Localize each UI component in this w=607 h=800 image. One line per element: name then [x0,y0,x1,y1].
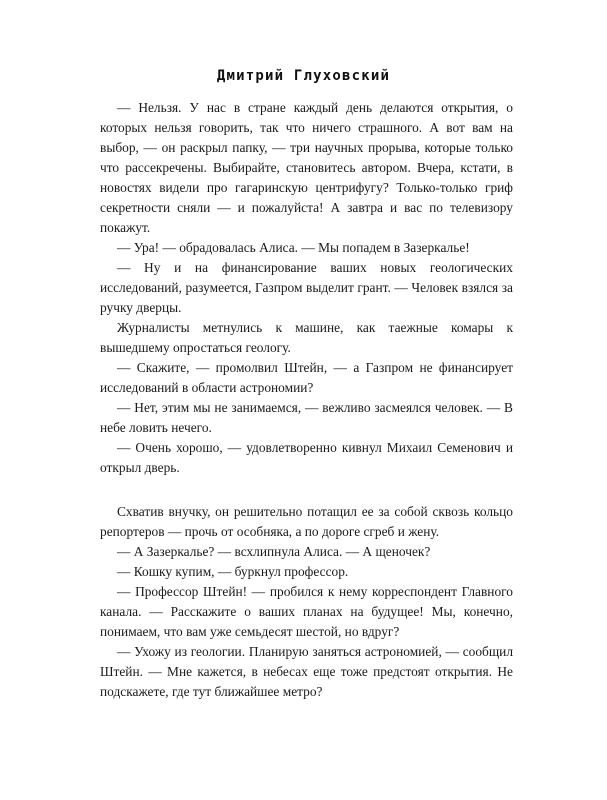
paragraph: Схватив внучку, он решительно потащил ее за собой сквозь кольцо репортеров — прочь от особняка, а по дороге сгреб и жену. [100,504,513,539]
body-text [100,98,513,702]
paragraph: Журналисты метнулись к машине, как таежные комары к вышедшему опростаться геологу. [100,320,513,355]
paragraph: — Профессор Штейн! — пробился к нему корреспондент Главного канала. — Расскажите о ваших планах на будущее! Мы, конечно, понимаем, что вам уже семьдесят шестой, но вдруг? [100,584,513,639]
paragraph: — Скажите, — промолвил Штейн, — а Газпром не финансирует исследований в области астрономии? [100,360,513,395]
section-break [100,478,513,502]
paragraph: — Нет, этим мы не занимаемся, — вежливо засмеялся человек. — В небе ловить нечего. [100,400,513,435]
paragraph: — Очень хорошо, — удовлетворенно кивнул Михаил Семенович и открыл дверь. [100,440,513,475]
paragraph: — Нельзя. У нас в стране каждый день делаются открытия, о которых нельзя говорить, так что ничего страшного. А вот вам на выбор, — он раскрыл папку, — три научных прорыва, которые только что рассекречены. Выбирайте, становитесь автором. Вчера, кстати, в новостях видели про гагаринскую центрифугу? Только-только гриф секретности сняли — и пожалуйста! А завтра и вас по телевизору покажут. [100,100,513,235]
paragraph: — Ура! — обрадовалась Алиса. — Мы попадем в Зазеркалье! [117,240,470,255]
paragraph: — Ухожу из геологии. Планирую заняться астрономией, — сообщил Штейн. — Мне кажется, в небесах еще тоже предстоят открытия. Не подскажете, где тут ближайшее метро? [100,644,513,699]
paragraph: — Ну и на финансирование ваших новых геологических исследований, разумеется, Газпром выделит грант. — Человек взялся за ручку дверцы. [100,260,513,315]
paragraph: — Кошку купим, — буркнул профессор. [117,564,349,579]
paragraph: — А Зазеркалье? — всхлипнула Алиса. — А щеночек? [117,544,431,559]
running-header-author: Дмитрий Глуховский [216,68,391,84]
